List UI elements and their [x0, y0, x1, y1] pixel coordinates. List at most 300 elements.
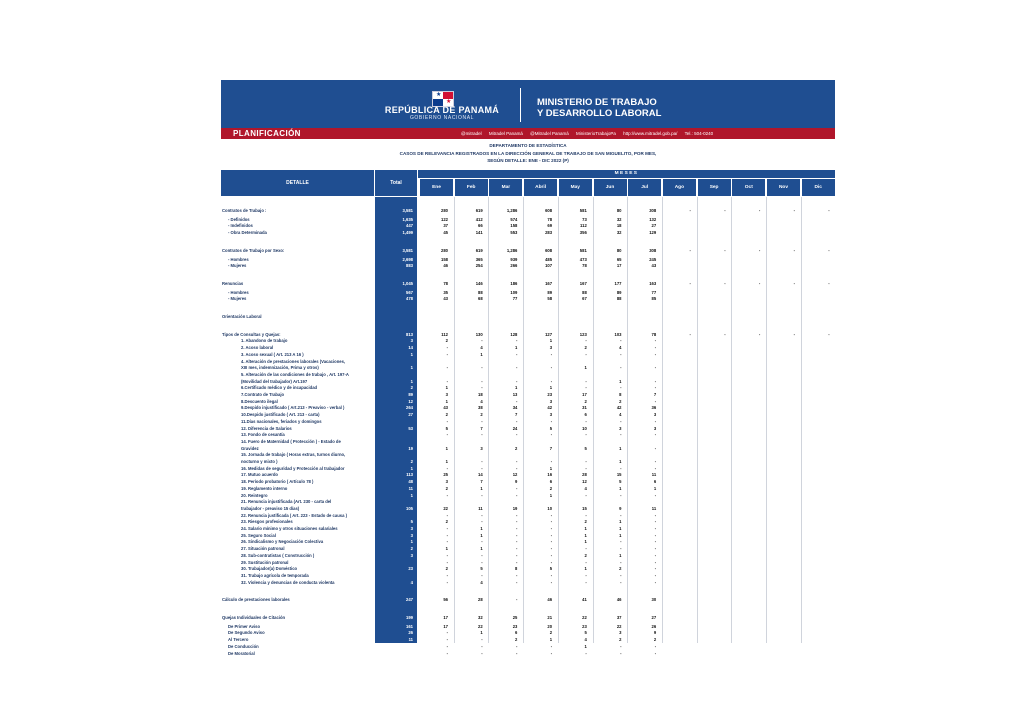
month-value: 581	[579, 247, 587, 253]
month-value: 3	[445, 479, 448, 485]
month-value: 30	[651, 597, 657, 603]
month-value: -	[793, 247, 795, 253]
month-value: -	[550, 539, 553, 545]
month-value: -	[654, 398, 657, 404]
month-header: Ene	[420, 179, 453, 196]
month-value: -	[585, 559, 587, 565]
month-header: Abril	[524, 179, 557, 196]
month-value: -	[654, 566, 657, 572]
month-value: -	[515, 365, 518, 371]
month-value: -	[654, 552, 657, 558]
month-value: -	[550, 650, 553, 656]
month-value: -	[758, 280, 761, 286]
row-label: - Mujeres	[228, 296, 247, 302]
youtube-handle[interactable]: MinisterioTrabajoPa	[576, 131, 616, 136]
month-value: 27	[651, 615, 657, 620]
row-label: 24. Salario mínimo y otros situaciones salariales	[241, 526, 338, 531]
month-value: 2	[584, 398, 587, 404]
month-value: 13	[512, 392, 518, 397]
month-value: 2	[653, 637, 657, 643]
month-value: -	[446, 526, 448, 531]
month-value: -	[689, 247, 691, 253]
grid-line	[627, 197, 628, 643]
month-value: -	[654, 418, 657, 424]
month-value: -	[446, 432, 448, 438]
row-label: trabajador - preaviso 15 días)	[241, 505, 300, 511]
month-value: 10	[582, 425, 587, 431]
month-value: -	[446, 345, 448, 351]
row-total: 4	[410, 579, 413, 585]
month-value: -	[515, 579, 518, 585]
month-value: 485	[545, 256, 553, 262]
month-value: -	[620, 365, 622, 371]
month-value: 5	[445, 425, 448, 431]
month-value: 1	[480, 351, 483, 357]
month-value: 2	[515, 637, 518, 643]
month-value: -	[550, 572, 553, 578]
month-value: 254	[475, 263, 483, 269]
month-value: 31	[582, 405, 587, 411]
month-value: -	[620, 579, 622, 585]
row-total: 14	[408, 345, 413, 351]
month-value: 1	[619, 459, 622, 464]
instagram-handle[interactable]: @Mitradel Panamá	[530, 131, 569, 136]
month-value: 37	[443, 223, 448, 229]
month-value: -	[446, 351, 448, 357]
header-total: Total	[375, 170, 417, 196]
month-value: -	[620, 559, 622, 565]
month-value: -	[724, 280, 726, 286]
month-value: -	[654, 351, 657, 357]
month-value: 4	[619, 345, 622, 351]
row-label: 3. Acoso sexual ( Art. 213 A 16 )	[241, 351, 304, 357]
month-value: -	[550, 546, 553, 552]
month-value: -	[550, 519, 553, 525]
month-value: 2	[549, 630, 553, 636]
month-value: -	[446, 492, 448, 498]
month-value: 581	[579, 208, 587, 213]
grid-line	[558, 197, 559, 643]
grid-line	[697, 197, 698, 643]
month-value: 1	[515, 345, 518, 351]
month-value: 45	[443, 230, 448, 236]
month-value: -	[620, 512, 622, 518]
month-value: -	[654, 385, 657, 391]
header-meses: MESES	[418, 170, 835, 178]
month-value: -	[585, 512, 587, 518]
month-value: -	[515, 532, 518, 538]
month-value: 1	[445, 398, 448, 404]
month-value: -	[515, 526, 518, 531]
month-value: -	[515, 459, 518, 464]
social-links	[461, 131, 719, 136]
row-label: - Obra Determinada	[228, 230, 267, 236]
month-value: -	[585, 572, 587, 578]
month-value: 122	[441, 216, 448, 222]
month-value: 1	[480, 532, 483, 538]
facebook-handle[interactable]: Mitradel Panamá	[488, 131, 523, 136]
month-value: 35	[443, 289, 448, 295]
row-total: 3,581	[402, 208, 413, 213]
month-value: 3	[653, 412, 657, 418]
month-value: 167	[545, 280, 553, 286]
month-value: -	[585, 546, 587, 552]
grid-line	[662, 197, 663, 643]
month-value: -	[550, 512, 553, 518]
month-value: -	[481, 519, 483, 525]
row-total: -	[411, 650, 413, 656]
month-value: 5	[549, 425, 553, 431]
row-total: 478	[406, 296, 413, 302]
month-value: -	[515, 512, 518, 518]
month-value: 1	[619, 526, 622, 531]
month-value: 69	[547, 223, 553, 229]
month-header: Feb	[455, 179, 488, 196]
month-value: 5	[480, 566, 483, 572]
month-value: 42	[616, 405, 622, 411]
month-value: -	[481, 365, 483, 371]
month-value: -	[620, 650, 622, 656]
row-label: 27. Situación patronal	[241, 546, 285, 552]
month-value: -	[654, 546, 657, 552]
row-label: 7.Contrato de Trabajo	[241, 392, 285, 397]
month-value: -	[446, 650, 448, 656]
month-value: -	[515, 572, 518, 578]
month-value: 266	[510, 263, 518, 269]
month-value: -	[828, 208, 830, 213]
month-value: -	[515, 398, 518, 404]
month-value: 412	[475, 216, 483, 222]
month-value: 78	[443, 280, 448, 286]
month-value: -	[585, 432, 587, 438]
month-value: -	[620, 351, 622, 357]
row-label: Tipos de Consultas y Quejas:	[222, 331, 281, 337]
row-total: 813	[406, 331, 413, 337]
grid-line	[454, 197, 455, 643]
website-link[interactable]: http://www.mitradel.gob.pa/	[623, 131, 678, 136]
row-total: 447	[406, 223, 413, 229]
month-value: -	[481, 378, 483, 384]
row-total: 1	[410, 643, 413, 649]
row-label: De Moratorial	[228, 650, 255, 656]
row-label: 23. Riesgos profesionales	[241, 519, 293, 525]
month-value: 3	[619, 425, 622, 431]
row-label: Al Tercero	[228, 637, 249, 643]
month-value: 2	[619, 566, 622, 572]
month-value: 34	[512, 405, 518, 411]
month-value: -	[481, 552, 483, 558]
month-value: -	[620, 385, 622, 391]
row-label: 12. Diferencia de Salarios	[241, 425, 292, 431]
row-label: 25. Seguro Social	[241, 532, 276, 538]
month-value: -	[585, 418, 587, 424]
row-total: 2	[410, 385, 413, 391]
month-value: -	[515, 485, 518, 491]
month-value: -	[481, 572, 483, 578]
month-value: -	[446, 630, 448, 636]
month-value: -	[585, 378, 587, 384]
month-value: 7	[653, 392, 657, 397]
month-header: May	[559, 179, 592, 196]
month-value: -	[550, 351, 553, 357]
statistics-page	[221, 80, 835, 656]
row-label: - Indefinidos	[228, 223, 253, 229]
month-value: 43	[443, 405, 448, 411]
month-value: 17	[443, 623, 448, 629]
month-value: 1,286	[506, 208, 518, 213]
month-value: -	[481, 492, 483, 498]
row-label: 8.Descuento ilegal	[241, 398, 278, 404]
month-value: 9	[653, 630, 657, 636]
month-value: 8	[619, 392, 622, 397]
row-total: 48	[408, 479, 413, 485]
month-value: -	[620, 465, 622, 471]
month-value: 4	[480, 579, 483, 585]
month-value: 22	[616, 623, 622, 629]
month-value: 1	[619, 378, 622, 384]
month-value: -	[550, 526, 553, 531]
month-value: 6	[584, 412, 587, 418]
month-value: 56	[443, 597, 448, 603]
month-value: -	[654, 532, 657, 538]
month-value: 80	[616, 208, 622, 213]
month-value: 43	[651, 263, 657, 269]
month-value: 41	[582, 597, 587, 603]
month-value: 28	[478, 597, 483, 603]
month-value: 107	[545, 263, 553, 269]
month-value: 23	[547, 392, 553, 397]
row-label: Quejas Individuales de Citación	[222, 615, 286, 620]
row-label: - Mujeres	[228, 263, 247, 269]
month-value: -	[515, 338, 518, 344]
month-value: -	[446, 418, 448, 424]
month-value: -	[654, 492, 657, 498]
month-value: 89	[616, 289, 622, 295]
month-header: Oct	[732, 179, 765, 196]
month-value: 1	[445, 385, 448, 391]
month-value: -	[446, 643, 448, 649]
row-label: 2. Acoso laboral	[241, 345, 274, 351]
month-value: -	[515, 378, 518, 384]
month-value: -	[481, 418, 483, 424]
month-value: 12	[582, 479, 587, 485]
month-value: 2	[445, 566, 448, 572]
month-value: 22	[443, 505, 448, 511]
row-total: 247	[406, 597, 413, 603]
month-value: -	[585, 492, 587, 498]
month-value: 2	[619, 637, 622, 643]
month-value: -	[654, 338, 657, 344]
month-value: 608	[545, 247, 553, 253]
month-value: 2	[480, 412, 483, 418]
month-value: -	[515, 539, 518, 545]
row-label: Cálculo de prestaciones laborales	[222, 597, 290, 603]
month-value: -	[550, 378, 553, 384]
month-value: 22	[478, 623, 483, 629]
month-value: 1,286	[506, 247, 518, 253]
month-value: 127	[545, 331, 553, 337]
month-value: 78	[651, 331, 657, 337]
month-value: -	[793, 280, 795, 286]
month-value: 356	[579, 230, 587, 236]
month-value: 2	[515, 445, 518, 451]
row-label: 11.Días nacionales, feriados y domingos	[241, 418, 322, 424]
month-value: -	[446, 532, 448, 538]
month-value: -	[515, 597, 518, 603]
month-value: -	[446, 572, 448, 578]
month-value: -	[620, 572, 622, 578]
month-value: -	[654, 643, 657, 649]
month-value: 11	[651, 472, 657, 478]
month-value: 37	[616, 615, 622, 620]
month-value: 85	[651, 296, 657, 302]
month-value: 3	[549, 398, 553, 404]
header-detalle: DETALLE	[221, 170, 374, 196]
month-value: 574	[510, 216, 518, 222]
month-value: -	[689, 280, 691, 286]
grid-line	[801, 197, 802, 643]
month-value: 112	[580, 223, 587, 229]
month-value: 619	[475, 247, 483, 253]
month-value: -	[515, 418, 518, 424]
month-value: 4	[480, 398, 483, 404]
month-value: -	[481, 512, 483, 518]
month-value: -	[828, 247, 830, 253]
month-value: -	[585, 351, 587, 357]
row-total: 161	[406, 623, 413, 629]
row-label: 9.Despido injustificado ( Art.213 - Preaviso - verbal )	[241, 405, 345, 411]
month-value: 1	[480, 526, 483, 531]
month-value: -	[654, 559, 657, 565]
month-value: -	[481, 643, 483, 649]
month-value: 73	[582, 216, 587, 222]
month-value: -	[654, 526, 657, 531]
month-value: 158	[441, 256, 448, 262]
month-value: -	[481, 539, 483, 545]
row-total: 1	[410, 378, 413, 384]
row-total: 3	[410, 338, 413, 344]
row-label: De Segundo Aviso	[228, 630, 265, 636]
month-value: -	[654, 539, 657, 545]
month-value: 158	[510, 223, 518, 229]
row-label: (Movilidad del trabajador) Art.197	[241, 378, 308, 384]
month-value: -	[446, 539, 448, 545]
month-value: 553	[510, 230, 518, 236]
month-value: 280	[441, 208, 448, 213]
month-value: -	[550, 459, 553, 464]
row-total: 11	[408, 637, 413, 643]
month-value: 11	[478, 505, 483, 511]
month-value: -	[446, 365, 448, 371]
row-total: 27	[408, 412, 413, 418]
month-value: -	[620, 432, 622, 438]
month-header: Dic	[802, 179, 835, 196]
red-star-icon: ★	[446, 99, 452, 105]
row-label: - Definidos	[228, 216, 250, 222]
row-total: 26	[408, 630, 413, 636]
row-label: 26. Sindicalismo y Negociación Colectiva	[241, 539, 324, 545]
month-value: -	[758, 247, 761, 253]
month-value: 1	[584, 539, 587, 545]
month-value: 129	[649, 230, 657, 236]
month-value: 22	[582, 615, 587, 620]
month-value: -	[620, 338, 622, 344]
month-value: 1	[549, 338, 553, 344]
row-total: 3	[410, 552, 413, 558]
month-value: 8	[515, 566, 518, 572]
month-value: 608	[545, 208, 553, 213]
month-value: 1	[480, 485, 483, 491]
month-value: 123	[579, 331, 587, 337]
row-total: 105	[406, 505, 413, 511]
row-total: 883	[406, 263, 413, 269]
month-value: -	[724, 331, 726, 337]
month-value: 46	[547, 597, 553, 603]
month-value: 89	[547, 289, 553, 295]
month-value: -	[654, 512, 657, 518]
row-total: 1	[410, 465, 413, 471]
month-value: 141	[475, 230, 483, 236]
grid-line	[766, 197, 767, 643]
month-value: 58	[547, 296, 553, 302]
month-value: 17	[443, 615, 448, 620]
month-header: Mar	[489, 179, 522, 196]
month-value: 24	[512, 425, 518, 431]
month-value: 42	[547, 405, 553, 411]
month-value: -	[793, 331, 795, 337]
month-value: -	[758, 208, 761, 213]
month-value: -	[828, 331, 830, 337]
month-value: -	[620, 643, 622, 649]
month-value: -	[550, 432, 553, 438]
month-value: 2	[584, 345, 587, 351]
row-label: XIII mes, indemnización, Prima y otros)	[241, 365, 319, 371]
month-value: 177	[614, 280, 622, 286]
month-value: 1	[584, 566, 587, 572]
month-value: 14	[478, 472, 483, 478]
month-value: 12	[512, 472, 518, 478]
month-value: 4	[584, 485, 587, 491]
month-value: -	[515, 519, 518, 525]
row-total: 3,581	[402, 247, 413, 253]
report-title-1: DEPARTAMENTO DE ESTADÍSTICA	[489, 143, 567, 148]
month-value: -	[620, 539, 622, 545]
row-total: 2,698	[402, 256, 413, 262]
month-value: 16	[547, 472, 553, 478]
row-total: 3	[410, 526, 413, 531]
month-value: 17	[616, 263, 622, 269]
row-total: 1	[410, 365, 413, 371]
row-label: 21. Renuncia injustificada (Art. 230 - carta del	[241, 499, 332, 505]
month-value: 77	[651, 289, 657, 295]
twitter-handle[interactable]: @mitradel	[461, 131, 482, 136]
month-value: 4	[619, 412, 622, 418]
month-value: 365	[475, 256, 483, 262]
row-label: 22. Renuncia justificada ( Art. 223 - Estado de causa )	[241, 512, 347, 518]
month-value: 2	[619, 398, 622, 404]
month-value: 5	[619, 479, 622, 485]
month-value: 32	[616, 216, 622, 222]
month-value: -	[446, 552, 448, 558]
month-value: -	[446, 559, 448, 565]
month-value: -	[654, 650, 657, 656]
section-title: PLANIFICACIÓN	[233, 129, 301, 138]
month-value: 3	[445, 392, 448, 397]
row-total: 3	[410, 532, 413, 538]
month-value: 1	[584, 365, 587, 371]
month-value: 1	[619, 552, 622, 558]
row-label: Contratos de Trabajo :	[222, 208, 267, 213]
